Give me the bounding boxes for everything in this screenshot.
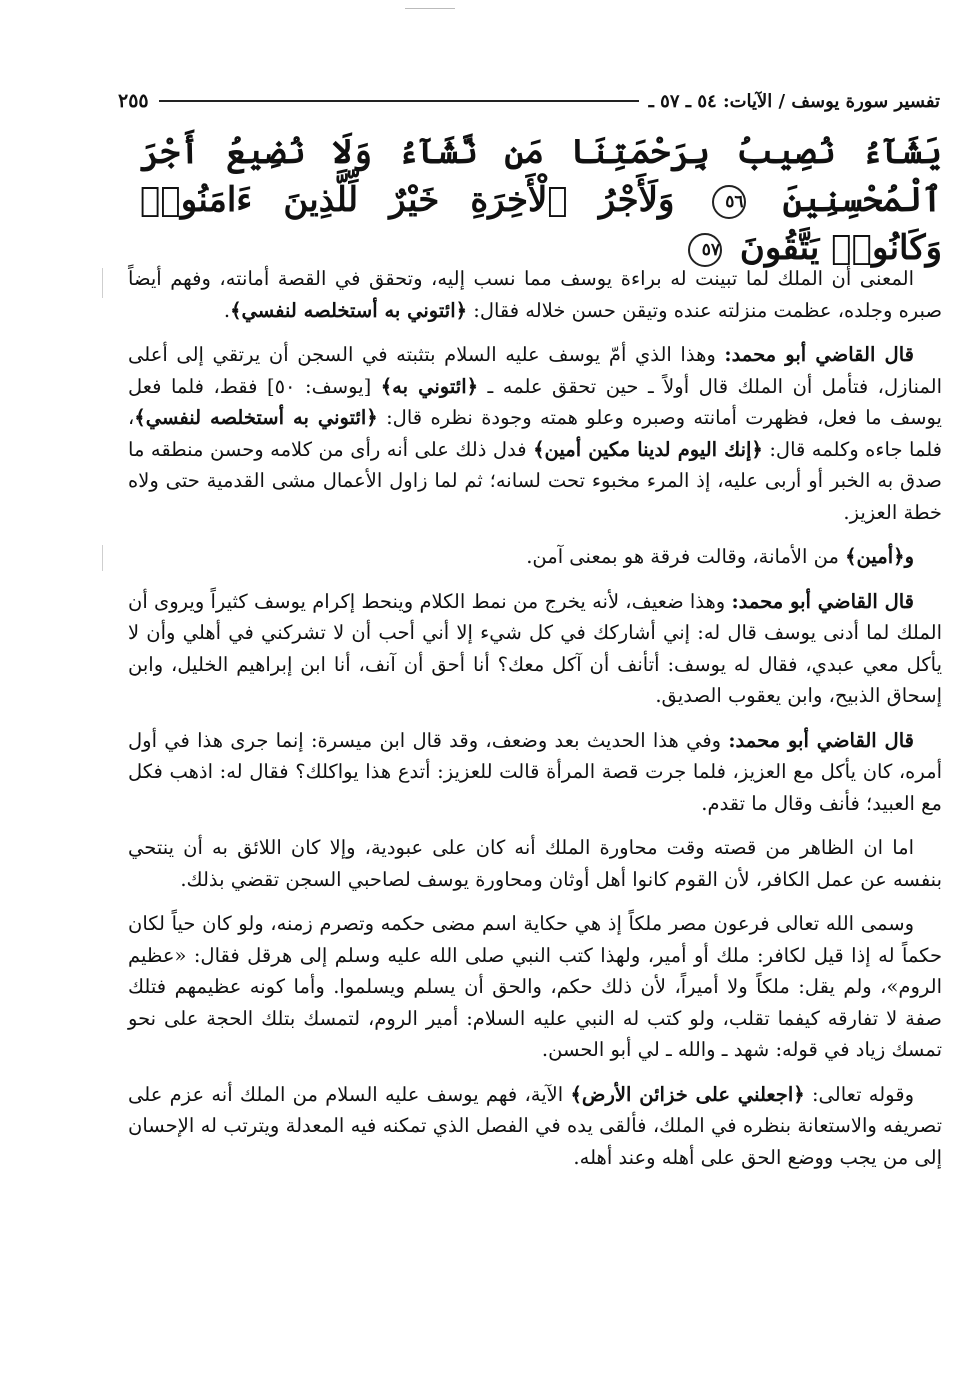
ayah-number-marker: ٥٧ <box>688 233 722 267</box>
paragraph <box>128 1079 942 1174</box>
verse-text: يَشَآءُ نُصِيبُ بِرَحْمَتِنَا مَن نَّشَآءُ وَلَا نُضِيعُ أَجْرَ ٱلْمُحْسِنِينَ <box>140 132 942 220</box>
quran-quote: ﴿إنك اليوم لدينا مكين أمين﴾ <box>533 437 763 461</box>
quran-quote: ﴿ائتوني به أستخلصه لنفسي﴾ <box>134 406 378 429</box>
paragraph-text: وسمى الله تعالى فرعون مصر ملكاً إذ هي حكاية اسم مضى حكمه وتصرم زمنه، ولو كان حياً لكان حكماً له إذا قيل لكافر: ملك أو أمير، ولهذا كتب النبي صلى الله عليه وسلم إلى هرقل فقال: «عظيم الروم»، ولم يقل: ملكاً ولا أميراً، لأن ذلك حكم، والحق أن يسلم ويسلموا. وأما كونه عظيمهم فتلك صفة لا تفارقه كيفما تقلب، ولو كتب له النبي عليه السلام: أمير الروم، لتمسك بتلك الحجة على نحو تمسك زياد في قوله: شهد ـ والله ـ لي أبو الحسن. <box>128 912 942 1061</box>
speaker-label: قال القاضي أبو محمد: <box>728 728 914 752</box>
margin-mark <box>102 268 103 298</box>
paragraph-text: المعنى أن الملك لما تبينت له براءة يوسف مما نسب إليه، وتحقق في القصة أمانته، وفهم أيضاً صبره وجلده، عظمت منزلته عنده وتيقن حسن خلاله فقال: <box>128 267 942 322</box>
paragraph-text: . <box>223 298 231 322</box>
page-header <box>118 86 940 116</box>
paragraph <box>128 725 942 820</box>
paragraph-text: فدل ذلك على أنه رأى من كلامه وحسن منطقه ما صدق به الخبر أو أربى عليه، إذ المرء مخبوء تحت لسانه؛ ثم لما زاول الأعمال مشى القدمية حتى ولاه خطة العزيز. <box>128 437 942 524</box>
paragraph <box>128 263 942 326</box>
paragraph-text: الآية، فهم يوسف عليه السلام من الملك أنه عزم على تصريفه والاستعانة بنظره في الملك، فألقى يده في الفصل الذي تمكنه فيه المعدلة ويترتب له الإحسان إلى من يجب ووضع الحق على أهله وعند أهله. <box>128 1082 942 1169</box>
ayah-number-marker: ٥٦ <box>712 185 746 219</box>
quran-quote: ﴿اجعلني على خزائن الأرض﴾ <box>570 1082 805 1106</box>
paragraph <box>128 832 942 895</box>
paragraph <box>128 908 942 1066</box>
page-number: ٢٥٥ <box>118 90 149 112</box>
paragraph-text: ، فلما جاءه وكلمه قال: <box>128 406 943 461</box>
paragraph-text: وهذا الذي أمّ يوسف عليه السلام بتثبته في السجن أن يرتقي إلى أعلى المنازل، فتأمل أن الملك قال أولاً ـ حين تحقق علمه ـ <box>128 343 942 398</box>
speaker-label: قال القاضي أبو محمد: <box>724 343 914 366</box>
paragraph-text: وقوله تعالى: <box>804 1082 914 1106</box>
top-edge-mark <box>405 8 455 9</box>
speaker-label: قال القاضي أبو محمد: <box>731 589 915 613</box>
running-title: تفسير سورة يوسف / الآيات: ٥٤ ـ ٥٧ ـ <box>648 90 940 112</box>
commentary-body <box>128 263 942 1186</box>
paragraph-text: [يوسف: ٥٠] فقط، فلما فعل يوسف ما فعل، فظهرت أمانته وصبره وعلو همته وجودة نظره قال: <box>128 374 942 429</box>
quran-quote: ﴿أمين﴾ <box>845 545 905 568</box>
paragraph-text: من الأمانة، وقالت فرقة هو بمعنى آمن. <box>526 545 846 568</box>
paragraph <box>128 339 942 528</box>
paragraph-text: وفي هذا الحديث بعد وضعف، وقد قال ابن ميسرة: إنما جرى هذا في أول أمره، كان يأكل مع العزيز، فلما جرت قصة المرأة قالت للعزيز: أتدع هذا يواكلك؟ فقال له: اذهب فكل مع العبيد؛ فأنف وقال ما تقدم. <box>128 728 942 815</box>
paragraph <box>128 586 942 712</box>
quran-quote: ﴿ائتوني به﴾ <box>380 374 479 398</box>
header-rule <box>159 100 639 102</box>
margin-mark <box>102 545 103 571</box>
quran-verses <box>140 128 942 272</box>
paragraph <box>128 541 942 573</box>
paragraph-text: اما ان الظاهر من قصته وقت محاورة الملك أنه كان على عبودية، وإلا كان اللائق به أن ينتحي بنفسه عن عمل الكافر، لأن القوم كانوا أهل أوثان ومحاورة يوسف لصاحبي السجن تقضي بذلك. <box>128 836 942 891</box>
verse-text: وَلَأَجْرُ ٱلْأَخِرَةِ خَيْرٌ لِّلَّذِينَ ءَامَنُوا۟ وَكَانُوا۟ يَتَّقُونَ <box>140 180 942 268</box>
paragraph-text: و <box>904 545 914 568</box>
paragraph-text: وهذا ضعيف، لأنه يخرج من نمط الكلام وينحط إكرام يوسف كثيراً ويروى أن الملك لما أدنى يوسف قال له: إني أشاركك في كل شيء إلا أني أحب أن لا تشركني في أهلي وأن لا يأكل معي عبدي، فقال له يوسف: أتأنف أن آكل معك؟ أنا أحق أن آنف، أنا ابن إبراهيم الخليل، وابن إسحاق الذبيح، وابن يعقوب الصديق. <box>128 589 942 707</box>
quran-quote: ﴿ائتوني به أستخلصه لنفسي﴾ <box>230 298 468 322</box>
